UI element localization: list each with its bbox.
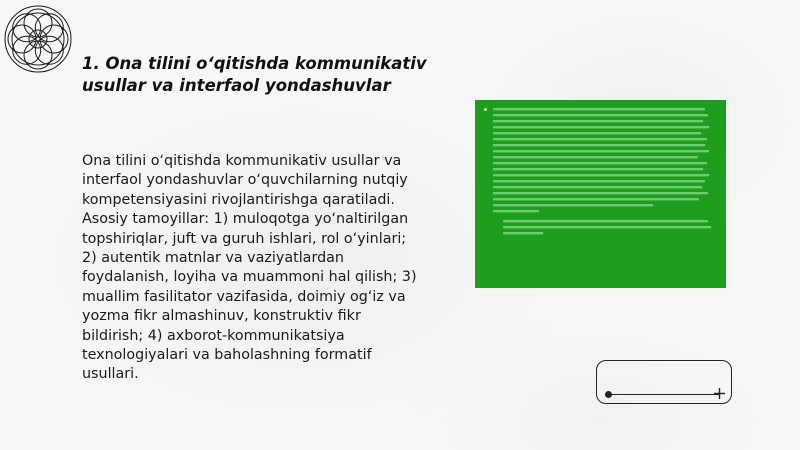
- circular-knot-ornament-icon: [2, 3, 74, 75]
- blurred-text-lines: [475, 100, 726, 288]
- slide-title: 1. Ona tilini o‘qitishda kommunikativ usullar va interfaol yondashuvlar: [82, 54, 427, 95]
- timeline-slider-box[interactable]: [596, 360, 732, 404]
- timeline-track: [609, 394, 719, 395]
- slide-body-text: Ona tilini o‘qitishda kommunikativ usullar va interfaol yondashuvlar o‘quvchilarning nutqiy kompetensiyasini rivojlantirishga qaratiladi. Asosiy tamoyillar: 1) muloqotga yo‘naltirilgan topshiriqlar, juft va guruh ishlari, rol o‘yinlari; 2) autentik matnlar va vaziyatlardan foydalanish, loyiha va muammoni hal qilish; 3) muallim fasilitator vazifasida, doimiy og‘iz va yozma fikr almashinuv, konstruktiv fikr bildirish; 4) axborot-kommunikatsiya texnologiyalari va baholashning formatif usullari.: [82, 153, 417, 383]
- embedded-image-panel: [475, 100, 726, 288]
- plus-icon[interactable]: [714, 388, 725, 399]
- timeline-start-dot-icon[interactable]: [605, 391, 612, 398]
